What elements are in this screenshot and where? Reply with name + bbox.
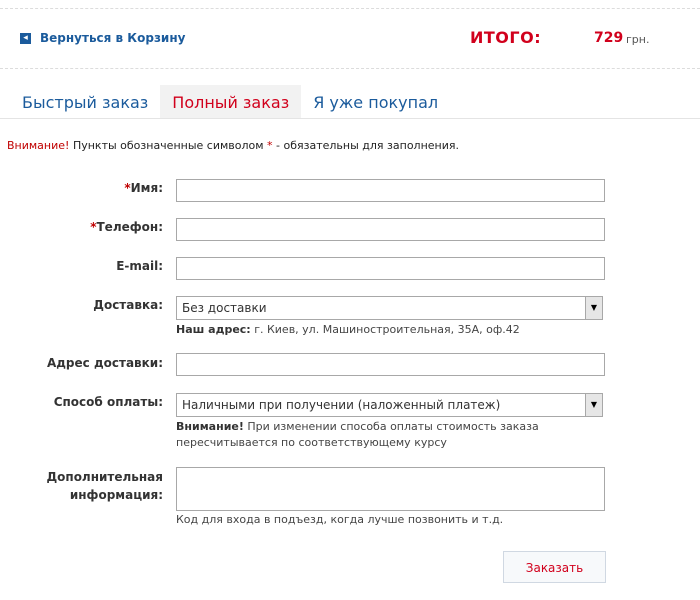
- our-address-hint: [176, 322, 520, 338]
- extra-info-label-line2: информация:: [69, 488, 163, 502]
- email-label: E-mail:: [116, 259, 163, 273]
- notice-warning: Внимание!: [7, 139, 70, 152]
- phone-label: [13, 220, 163, 234]
- chevron-down-icon[interactable]: ▼: [585, 394, 602, 416]
- delivery-select[interactable]: [176, 296, 603, 320]
- top-divider: [0, 8, 700, 9]
- tab-full-order[interactable]: Полный заказ: [160, 85, 301, 118]
- payment-notice-text: При изменении способа оплаты стоимость заказа: [243, 420, 539, 433]
- total-currency: грн.: [626, 33, 650, 46]
- extra-info-textarea[interactable]: [176, 467, 605, 511]
- notice-text: Пункты обозначенные символом: [69, 139, 268, 152]
- payment-label: Способ оплаты:: [53, 395, 163, 409]
- notice-text-2: - обязательны для заполнения.: [272, 139, 459, 152]
- back-arrow-icon: ◂: [20, 33, 31, 44]
- our-address-text: г. Киев, ул. Машиностроительная, 35А, оф.42: [250, 323, 520, 336]
- name-input[interactable]: [176, 179, 605, 202]
- delivery-label: Доставка:: [93, 298, 163, 312]
- required-mark: *: [124, 181, 131, 195]
- our-address-label: Наш адрес:: [176, 323, 251, 336]
- back-to-cart-label: Вернуться в Корзину: [40, 31, 186, 45]
- header-divider: [0, 68, 700, 69]
- extra-info-label-line1: Дополнительная: [46, 470, 163, 484]
- delivery-address-label: Адрес доставки:: [46, 356, 163, 370]
- phone-label-text: Телефон:: [96, 220, 163, 234]
- required-notice: [7, 139, 459, 152]
- tabs-underline: [0, 118, 700, 119]
- email-input[interactable]: [176, 257, 605, 280]
- submit-order-button[interactable]: Заказать: [503, 551, 606, 583]
- required-mark: *: [90, 220, 97, 234]
- tab-quick-order[interactable]: Быстрый заказ: [22, 93, 149, 112]
- payment-notice-warning: Внимание!: [176, 420, 244, 433]
- delivery-address-input[interactable]: [176, 353, 605, 376]
- name-label: [13, 181, 163, 195]
- tab-returning-customer[interactable]: Я уже покупал: [313, 93, 439, 112]
- phone-input[interactable]: [176, 218, 605, 241]
- back-to-cart-link[interactable]: [20, 31, 185, 45]
- name-label-text: Имя:: [130, 181, 163, 195]
- order-tabs: [10, 85, 450, 118]
- payment-selected-value: Наличными при получении (наложенный платеж): [182, 398, 501, 412]
- total-value: 729: [594, 30, 624, 46]
- payment-notice-text-2: пересчитывается по соответствующему курсу: [176, 436, 447, 449]
- extra-info-hint: Код для входа в подъезд, когда лучше позвонить и т.д.: [176, 513, 504, 526]
- total-label: ИТОГО:: [470, 28, 542, 47]
- extra-info-label: [13, 468, 163, 504]
- payment-select[interactable]: [176, 393, 603, 417]
- delivery-selected-value: Без доставки: [182, 301, 267, 315]
- notice-star: *: [267, 139, 273, 152]
- payment-notice: [176, 419, 539, 451]
- chevron-down-icon[interactable]: ▼: [585, 297, 602, 319]
